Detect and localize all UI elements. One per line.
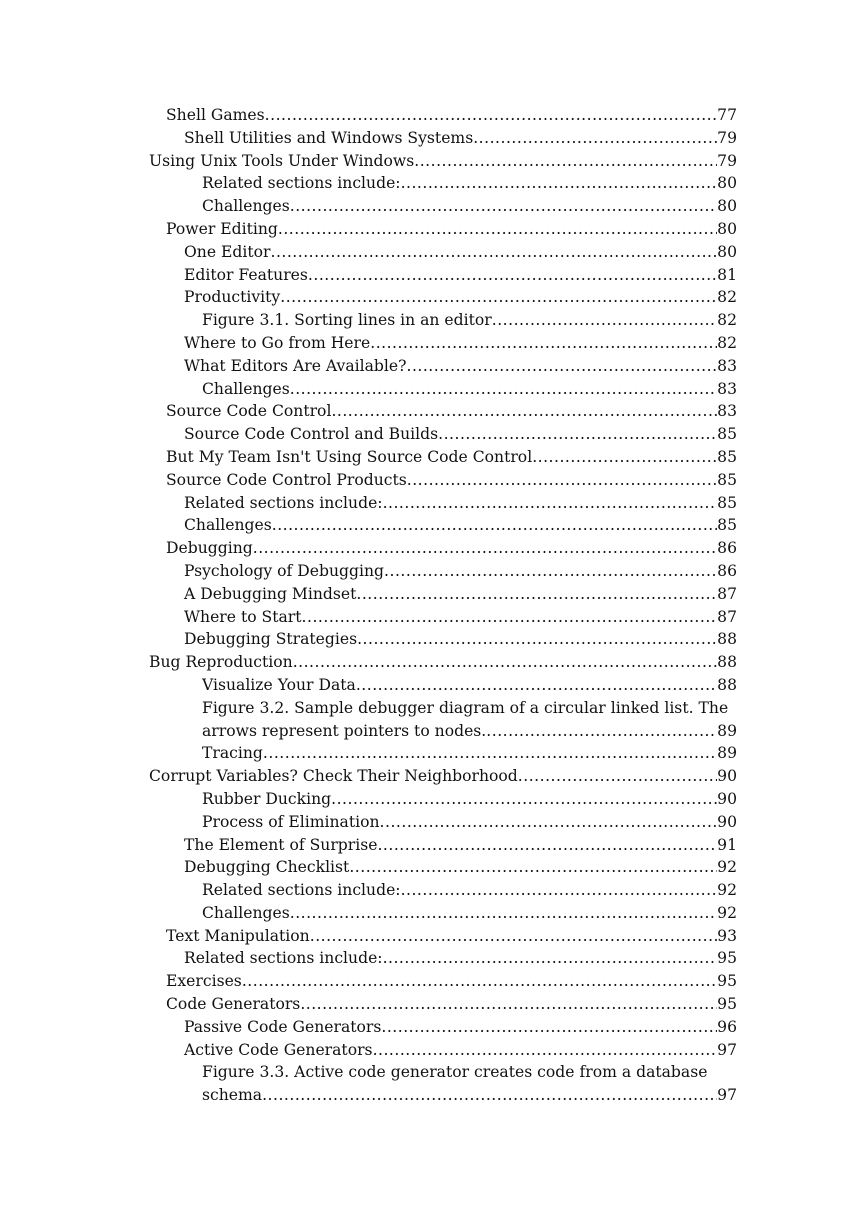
toc-entry-page: 92 — [717, 881, 737, 900]
toc-entry-title: Figure 3.2. Sample debugger diagram of a circular linked list. The — [202, 698, 729, 717]
toc-entry[interactable] — [149, 400, 737, 423]
dot-leader — [414, 150, 717, 173]
toc-entry[interactable] — [149, 469, 737, 492]
toc-entry[interactable] — [149, 628, 737, 651]
toc-entry-page: 92 — [717, 858, 737, 877]
toc-entry[interactable] — [149, 993, 737, 1016]
toc-entry-title: Passive Code Generators — [184, 1017, 382, 1036]
toc-entry-page: 93 — [717, 926, 737, 945]
toc-entry-title: Source Code Control Products — [166, 470, 407, 489]
toc-entry-title: Shell Games — [166, 106, 265, 124]
toc-entry-page: 80 — [717, 174, 737, 193]
toc-entry-page: 82 — [717, 288, 737, 307]
toc-entry-page: 91 — [717, 835, 737, 854]
dot-leader — [290, 378, 717, 401]
dot-leader — [357, 628, 717, 651]
dot-leader — [401, 879, 718, 902]
dot-leader — [310, 925, 717, 948]
toc-entry-title: Psychology of Debugging — [184, 561, 385, 580]
toc-entry-title: Corrupt Variables? Check Their Neighborhood — [149, 767, 518, 786]
dot-leader — [272, 514, 717, 537]
toc-entry-title: Related sections include: — [184, 493, 383, 512]
toc-entry[interactable] — [149, 1039, 737, 1062]
dot-leader — [331, 400, 717, 423]
toc-entry-title: Rubber Ducking — [202, 789, 332, 808]
toc-entry-page: 85 — [717, 493, 737, 512]
toc-entry-title: Figure 3.3. Active code generator creates code from a database — [202, 1063, 708, 1082]
toc-entry-page: 83 — [717, 379, 737, 398]
toc-entry[interactable] — [149, 264, 737, 287]
toc-entry-title-continued: arrows represent pointers to nodes. — [202, 721, 487, 740]
dot-leader — [280, 286, 717, 309]
toc-entry-title: Using Unix Tools Under Windows — [149, 151, 415, 170]
toc-entry[interactable] — [149, 332, 737, 355]
dot-leader — [278, 218, 717, 241]
toc-entry[interactable] — [149, 947, 737, 970]
toc-entry[interactable] — [149, 514, 737, 537]
toc-entry-page: 95 — [717, 972, 737, 991]
toc-entry-page: 85 — [717, 425, 737, 444]
dot-leader — [384, 560, 717, 583]
toc-entry-page: 88 — [717, 675, 737, 694]
toc-entry-page: 79 — [717, 151, 737, 170]
dot-leader — [270, 241, 717, 264]
toc-entry-page: 88 — [717, 630, 737, 649]
toc-entry-page: 88 — [717, 653, 737, 672]
dot-leader — [492, 309, 717, 332]
toc-entry-title: Shell Utilities and Windows Systems — [184, 128, 474, 147]
toc-entry[interactable] — [149, 241, 737, 264]
toc-entry-page: 86 — [717, 539, 737, 558]
toc-entry-page: 95 — [717, 949, 737, 968]
toc-entry-title: Challenges — [184, 516, 272, 535]
toc-entry-title: Source Code Control and Builds — [184, 425, 439, 444]
toc-entry-page: 83 — [717, 356, 737, 375]
toc-entry[interactable] — [149, 834, 737, 857]
toc-entry-page: 89 — [717, 721, 737, 740]
dot-leader — [486, 720, 717, 743]
toc-entry[interactable] — [149, 765, 737, 788]
toc-entry[interactable] — [149, 925, 737, 948]
toc-entry-title: Bug Reproduction — [149, 653, 293, 672]
toc-entry-title: Related sections include: — [184, 949, 383, 968]
toc-entry[interactable] — [149, 1061, 737, 1107]
dot-leader — [253, 537, 717, 560]
dot-leader — [331, 788, 717, 811]
toc-entry[interactable] — [149, 446, 737, 469]
dot-leader — [383, 492, 718, 515]
toc-entry-title: Challenges — [202, 379, 290, 398]
toc-entry[interactable] — [149, 150, 737, 173]
toc-entry-page: 82 — [717, 311, 737, 330]
toc-entry[interactable] — [149, 127, 737, 150]
toc-entry-title: Related sections include: — [202, 174, 401, 193]
toc-entry[interactable] — [149, 355, 737, 378]
toc-entry[interactable] — [149, 811, 737, 834]
dot-leader — [300, 993, 717, 1016]
toc-entry-page: 90 — [717, 789, 737, 808]
toc-entry[interactable] — [149, 423, 737, 446]
dot-leader — [438, 423, 717, 446]
toc-entry-page: 89 — [717, 744, 737, 763]
toc-entry-title: Text Manipulation — [166, 926, 310, 945]
dot-leader — [242, 970, 717, 993]
dot-leader — [377, 834, 717, 857]
toc-entry[interactable] — [149, 606, 737, 629]
toc-entry-title: Productivity — [184, 288, 281, 307]
toc-entry-page: 80 — [717, 219, 737, 238]
toc-entry-title: Figure 3.1. Sorting lines in an editor — [202, 311, 492, 330]
toc-entry[interactable] — [149, 218, 737, 241]
toc-entry[interactable] — [149, 651, 737, 674]
toc-entry[interactable] — [149, 674, 737, 697]
toc-entry-title: What Editors Are Available? — [184, 356, 407, 375]
toc-entry-page: 97 — [717, 1086, 737, 1105]
dot-leader — [290, 902, 717, 925]
toc-entry-title: A Debugging Mindset — [184, 584, 357, 603]
toc-entry[interactable] — [149, 537, 737, 560]
toc-entry-page: 85 — [717, 470, 737, 489]
toc-entry-page: 95 — [717, 995, 737, 1014]
toc-entry-page: 83 — [717, 402, 737, 421]
toc-entry-page: 81 — [717, 265, 737, 284]
toc-entry-title: But My Team Isn't Using Source Code Control — [166, 447, 533, 466]
toc-entry-title: Power Editing — [166, 219, 278, 238]
toc-entry[interactable] — [149, 286, 737, 309]
toc-entry-title: Related sections include: — [202, 881, 401, 900]
table-of-contents — [149, 104, 737, 1107]
toc-entry-page: 96 — [717, 1017, 737, 1036]
toc-entry-title: Tracing — [202, 744, 263, 763]
toc-entry-page: 86 — [717, 561, 737, 580]
dot-leader — [302, 606, 718, 629]
dot-leader — [262, 1084, 717, 1107]
dot-leader — [381, 1016, 717, 1039]
toc-entry[interactable] — [149, 902, 737, 925]
toc-entry-page: 85 — [717, 516, 737, 535]
toc-entry[interactable] — [149, 970, 737, 993]
toc-entry[interactable] — [149, 879, 737, 902]
toc-entry-title: Code Generators — [166, 995, 301, 1014]
dot-leader — [370, 332, 717, 355]
toc-entry-page: 90 — [717, 767, 737, 786]
toc-entry-page: 92 — [717, 903, 737, 922]
toc-entry-title: Debugging Strategies — [184, 630, 358, 649]
dot-leader — [473, 127, 717, 150]
toc-entry[interactable] — [149, 309, 737, 332]
toc-entry-page: 77 — [717, 106, 737, 124]
dot-leader — [349, 856, 717, 879]
toc-entry[interactable] — [149, 742, 737, 765]
toc-entry[interactable] — [149, 378, 737, 401]
dot-leader — [383, 947, 718, 970]
dot-leader — [380, 811, 718, 834]
toc-entry-page: 82 — [717, 333, 737, 352]
toc-entry-title: The Element of Surprise — [184, 835, 378, 854]
toc-entry-title: Debugging Checklist — [184, 858, 350, 877]
dot-leader — [265, 104, 717, 127]
toc-entry[interactable] — [149, 697, 737, 743]
toc-entry[interactable] — [149, 560, 737, 583]
toc-entry-title: Debugging — [166, 539, 253, 558]
toc-entry-title: Where to Start — [184, 607, 302, 626]
toc-entry-title: Process of Elimination — [202, 812, 380, 831]
toc-entry-title: Challenges — [202, 197, 290, 216]
toc-entry-page: 97 — [717, 1040, 737, 1059]
dot-leader — [263, 742, 717, 765]
toc-entry[interactable] — [149, 492, 737, 515]
toc-entry-title: Challenges — [202, 903, 290, 922]
toc-entry[interactable] — [149, 856, 737, 879]
toc-entry[interactable] — [149, 788, 737, 811]
dot-leader — [356, 583, 717, 606]
toc-entry-page: 85 — [717, 447, 737, 466]
toc-entry-page: 87 — [717, 607, 737, 626]
dot-leader — [293, 651, 717, 674]
toc-entry-title: Where to Go from Here — [184, 333, 371, 352]
dot-leader — [356, 674, 717, 697]
dot-leader — [290, 195, 717, 218]
toc-entry[interactable] — [149, 195, 737, 218]
toc-entry-title: One Editor — [184, 242, 271, 261]
toc-entry-page: 80 — [717, 242, 737, 261]
toc-entry-title: Source Code Control — [166, 402, 332, 421]
toc-entry-page: 87 — [717, 584, 737, 603]
dot-leader — [407, 469, 717, 492]
dot-leader — [406, 355, 717, 378]
toc-entry-title: Exercises — [166, 972, 242, 991]
dot-leader — [518, 765, 717, 788]
dot-leader — [401, 172, 718, 195]
toc-entry[interactable] — [149, 104, 737, 127]
toc-entry-title-continued: schema — [202, 1086, 263, 1105]
dot-leader — [532, 446, 717, 469]
dot-leader — [373, 1039, 718, 1062]
toc-entry-title: Visualize Your Data — [202, 675, 356, 694]
toc-entry-title: Editor Features — [184, 265, 308, 284]
toc-entry-page: 79 — [717, 128, 737, 147]
toc-entry-page: 80 — [717, 197, 737, 216]
toc-entry[interactable] — [149, 583, 737, 606]
toc-entry[interactable] — [149, 1016, 737, 1039]
dot-leader — [308, 264, 717, 287]
toc-entry[interactable] — [149, 172, 737, 195]
toc-entry-page: 90 — [717, 812, 737, 831]
toc-entry-title: Active Code Generators — [184, 1040, 373, 1059]
